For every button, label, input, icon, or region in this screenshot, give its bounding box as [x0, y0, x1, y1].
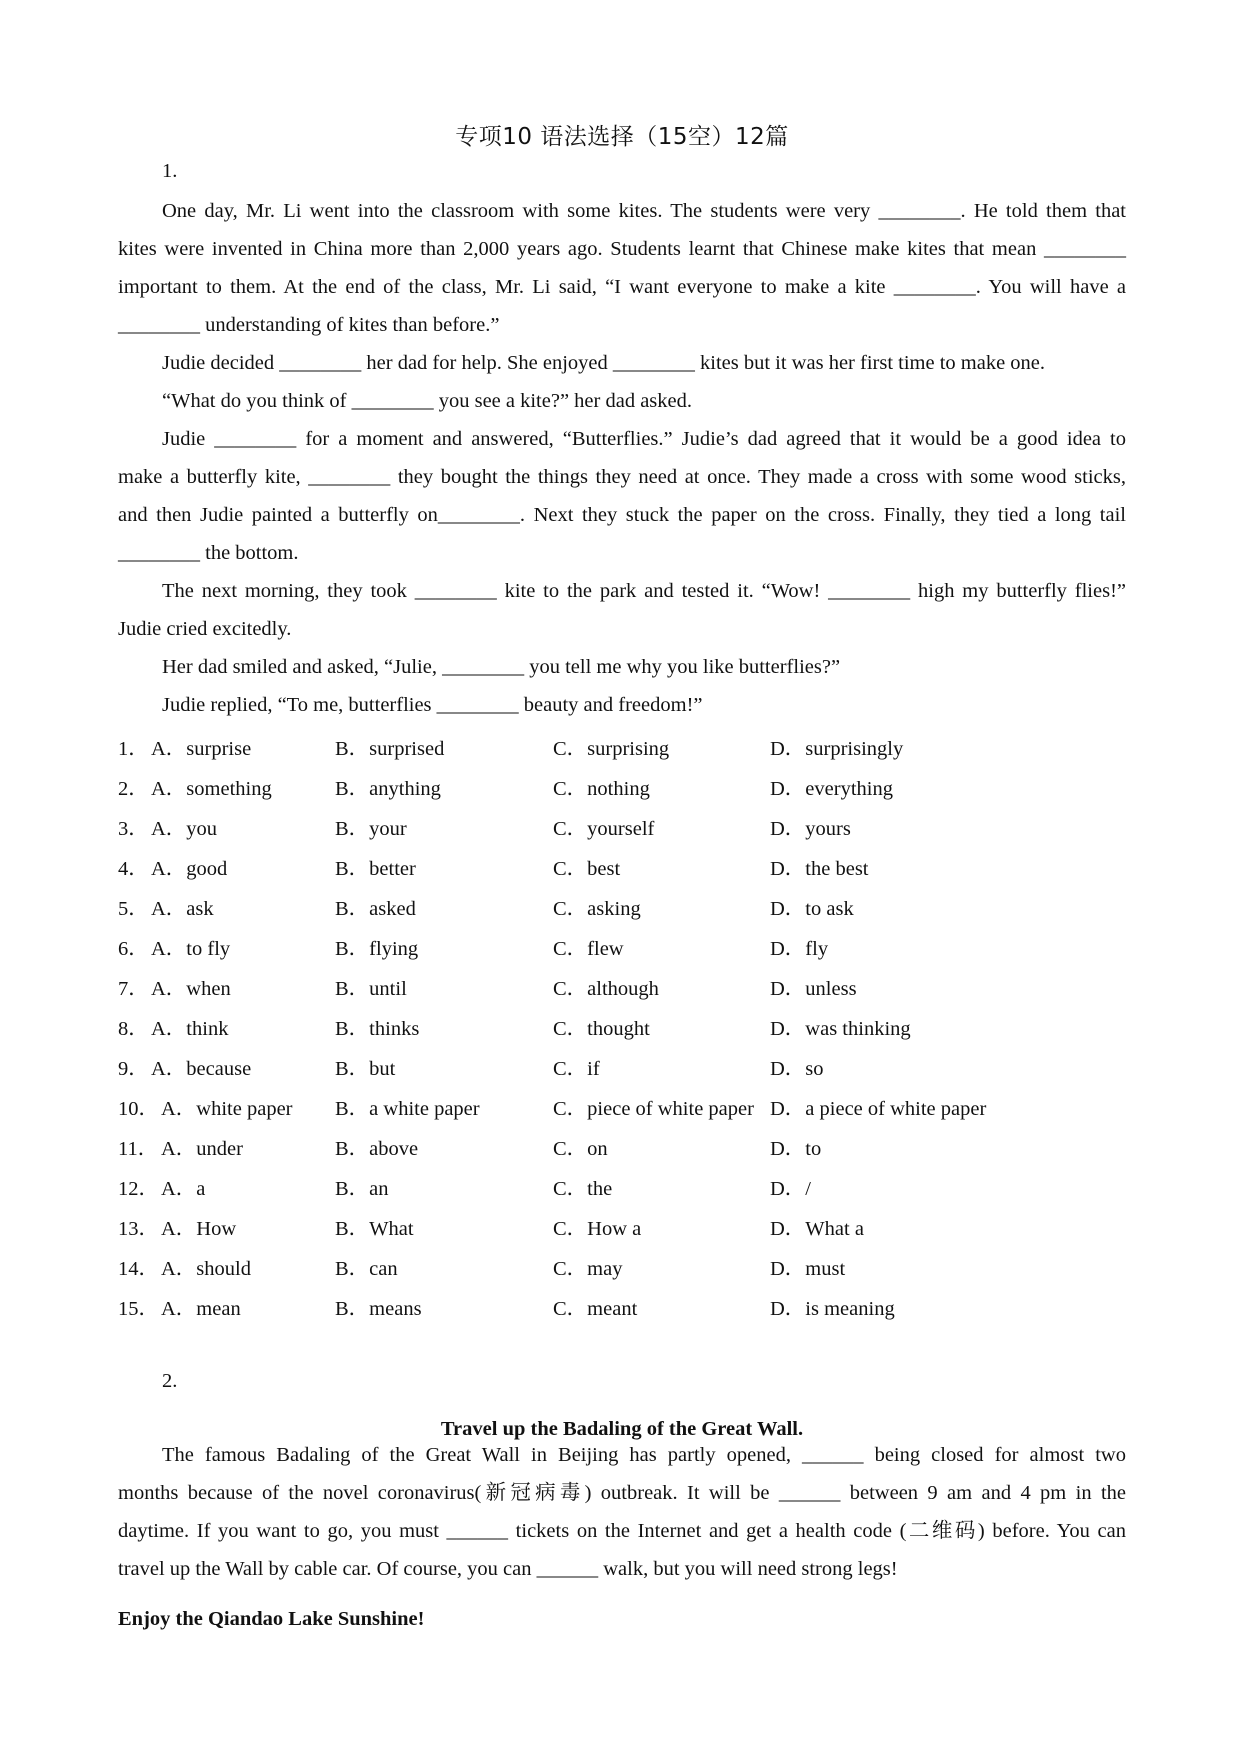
question-number: 14．: [118, 1258, 159, 1280]
text-line: Judie decided ________ her dad for help. She enjoyed ________ kites but it was her first time to make one.: [162, 352, 1046, 374]
paragraph: [118, 420, 1126, 572]
option-row: [118, 1209, 1126, 1249]
option-b[interactable]: B．asked: [335, 898, 416, 920]
text-line: One day, Mr. Li went into the classroom with some kites. The students were very ________. He told them that: [162, 200, 1126, 222]
question-number: 7．: [118, 978, 149, 1000]
question-number: 1．: [118, 738, 149, 760]
passage-number: 2.: [162, 1370, 178, 1392]
question-number: 10．: [118, 1098, 159, 1120]
option-d[interactable]: D．/: [770, 1178, 811, 1200]
paragraph: [118, 1436, 1126, 1588]
option-row: [118, 969, 1126, 1009]
option-b[interactable]: B．above: [335, 1138, 419, 1160]
option-c[interactable]: C．surprising: [553, 738, 670, 760]
option-row: [118, 1129, 1126, 1169]
question-number: 11．: [118, 1138, 159, 1160]
options-list: [118, 729, 1126, 1329]
question-number: 9．: [118, 1058, 149, 1080]
option-row: [118, 1089, 1126, 1129]
option-d[interactable]: D．everything: [770, 778, 893, 800]
text-line: Judie cried excitedly.: [118, 618, 292, 640]
option-row: [118, 1289, 1126, 1329]
option-b[interactable]: B．can: [335, 1258, 398, 1280]
option-a[interactable]: A．surprise: [151, 738, 252, 760]
question-number: 6．: [118, 938, 149, 960]
option-a[interactable]: A．under: [161, 1138, 243, 1160]
option-a[interactable]: A．you: [151, 818, 218, 840]
option-a[interactable]: A．ask: [151, 898, 214, 920]
option-c[interactable]: C．thought: [553, 1018, 650, 1040]
text-line: “What do you think of ________ you see a kite?” her dad asked.: [162, 390, 692, 412]
option-a[interactable]: A．when: [151, 978, 231, 1000]
option-c[interactable]: C．best: [553, 858, 621, 880]
option-row: [118, 809, 1126, 849]
question-number: 2．: [118, 778, 149, 800]
option-c[interactable]: C．the: [553, 1178, 613, 1200]
option-b[interactable]: B．better: [335, 858, 416, 880]
question-number: 13．: [118, 1218, 159, 1240]
paragraph: [118, 382, 1126, 420]
option-d[interactable]: D．surprisingly: [770, 738, 904, 760]
option-b[interactable]: B．an: [335, 1178, 389, 1200]
text-line: kites were invented in China more than 2,000 years ago. Students learnt that Chinese make kites that mean ________: [118, 238, 1126, 260]
option-b[interactable]: B．thinks: [335, 1018, 420, 1040]
text-line: and then Judie painted a butterfly on________. Next they stuck the paper on the cross. Finally, they tied a long tail: [118, 504, 1126, 526]
text-line: Judie replied, “To me, butterflies ________ beauty and freedom!”: [162, 694, 703, 716]
option-a[interactable]: A．should: [161, 1258, 251, 1280]
option-d[interactable]: D．must: [770, 1258, 846, 1280]
paragraph: [118, 686, 1126, 724]
text-line: The famous Badaling of the Great Wall in Beijing has partly opened, ______ being closed for almost two: [162, 1444, 1126, 1466]
option-b[interactable]: B．a white paper: [335, 1098, 480, 1120]
option-b[interactable]: B．flying: [335, 938, 419, 960]
option-d[interactable]: D．to ask: [770, 898, 854, 920]
text-line: The next morning, they took ________ kite to the park and tested it. “Wow! ________ high my butterfly flies!”: [162, 580, 1126, 602]
option-c[interactable]: C．How a: [553, 1218, 642, 1240]
option-c[interactable]: C．may: [553, 1258, 623, 1280]
text-line: Judie ________ for a moment and answered, “Butterflies.” Judie’s dad agreed that it would be a good idea to: [162, 428, 1126, 450]
option-c[interactable]: C．if: [553, 1058, 600, 1080]
option-c[interactable]: C．on: [553, 1138, 608, 1160]
option-row: [118, 929, 1126, 969]
option-row: [118, 889, 1126, 929]
option-b[interactable]: B．anything: [335, 778, 441, 800]
option-d[interactable]: D．is meaning: [770, 1298, 895, 1320]
question-number: 4．: [118, 858, 149, 880]
text-line: daytime. If you want to go, you must ______ tickets on the Internet and get a health code (二维码) before. You can: [118, 1520, 1126, 1542]
option-a[interactable]: A．think: [151, 1018, 229, 1040]
option-d[interactable]: D．What a: [770, 1218, 864, 1240]
option-c[interactable]: C．although: [553, 978, 659, 1000]
option-row: [118, 769, 1126, 809]
option-row: [118, 1009, 1126, 1049]
text-line: make a butterfly kite, ________ they bought the things they need at once. They made a cross with some wood sticks,: [118, 466, 1126, 488]
option-d[interactable]: D．to: [770, 1138, 822, 1160]
question-number: 5．: [118, 898, 149, 920]
paragraph: [118, 192, 1126, 344]
page-title: 专项10 语法选择（15空）12篇: [455, 124, 789, 150]
option-c[interactable]: C．piece of white paper: [553, 1098, 754, 1120]
option-row: [118, 1049, 1126, 1089]
option-a[interactable]: A．good: [151, 858, 228, 880]
option-d[interactable]: D．the best: [770, 858, 869, 880]
option-row: [118, 849, 1126, 889]
option-a[interactable]: A．white paper: [161, 1098, 293, 1120]
option-d[interactable]: D．unless: [770, 978, 857, 1000]
option-a[interactable]: A．a: [161, 1178, 206, 1200]
option-b[interactable]: B．until: [335, 978, 407, 1000]
option-d[interactable]: D．a piece of white paper: [770, 1098, 987, 1120]
text-line: ________ the bottom.: [118, 542, 299, 564]
passage-number: 1.: [162, 160, 178, 182]
option-d[interactable]: D．so: [770, 1058, 824, 1080]
passage-heading: Travel up the Badaling of the Great Wall.: [440, 1418, 804, 1440]
option-c[interactable]: C．asking: [553, 898, 641, 920]
option-b[interactable]: B．What: [335, 1218, 414, 1240]
text-line: travel up the Wall by cable car. Of course, you can ______ walk, but you will need strong legs!: [118, 1558, 898, 1580]
option-b[interactable]: B．but: [335, 1058, 396, 1080]
option-a[interactable]: A．to fly: [151, 938, 231, 960]
paragraph: [118, 344, 1126, 382]
option-d[interactable]: D．fly: [770, 938, 829, 960]
paragraph: [118, 572, 1126, 648]
question-number: 12．: [118, 1178, 159, 1200]
option-b[interactable]: B．surprised: [335, 738, 445, 760]
text-line: ________ understanding of kites than before.”: [118, 314, 500, 336]
option-row: [118, 729, 1126, 769]
option-a[interactable]: A．because: [151, 1058, 252, 1080]
option-a[interactable]: A．something: [151, 778, 272, 800]
option-b[interactable]: B．means: [335, 1298, 422, 1320]
option-b[interactable]: B．your: [335, 818, 407, 840]
section-heading: Enjoy the Qiandao Lake Sunshine!: [118, 1608, 425, 1630]
option-a[interactable]: A．mean: [161, 1298, 241, 1320]
paragraph: [118, 648, 1126, 686]
option-row: [118, 1249, 1126, 1289]
question-number: 8．: [118, 1018, 149, 1040]
option-c[interactable]: C．meant: [553, 1298, 638, 1320]
text-line: months because of the novel coronavirus(新冠病毒) outbreak. It will be ______ between 9 am and 4 pm in the: [118, 1482, 1126, 1504]
text-line: important to them. At the end of the class, Mr. Li said, “I want everyone to make a kite ________. You will have a: [118, 276, 1126, 298]
option-d[interactable]: D．yours: [770, 818, 851, 840]
option-row: [118, 1169, 1126, 1209]
option-c[interactable]: C．yourself: [553, 818, 655, 840]
question-number: 15．: [118, 1298, 159, 1320]
option-c[interactable]: C．flew: [553, 938, 624, 960]
question-number: 3．: [118, 818, 149, 840]
option-c[interactable]: C．nothing: [553, 778, 650, 800]
option-d[interactable]: D．was thinking: [770, 1018, 911, 1040]
option-a[interactable]: A．How: [161, 1218, 237, 1240]
text-line: Her dad smiled and asked, “Julie, ________ you tell me why you like butterflies?”: [162, 656, 841, 678]
